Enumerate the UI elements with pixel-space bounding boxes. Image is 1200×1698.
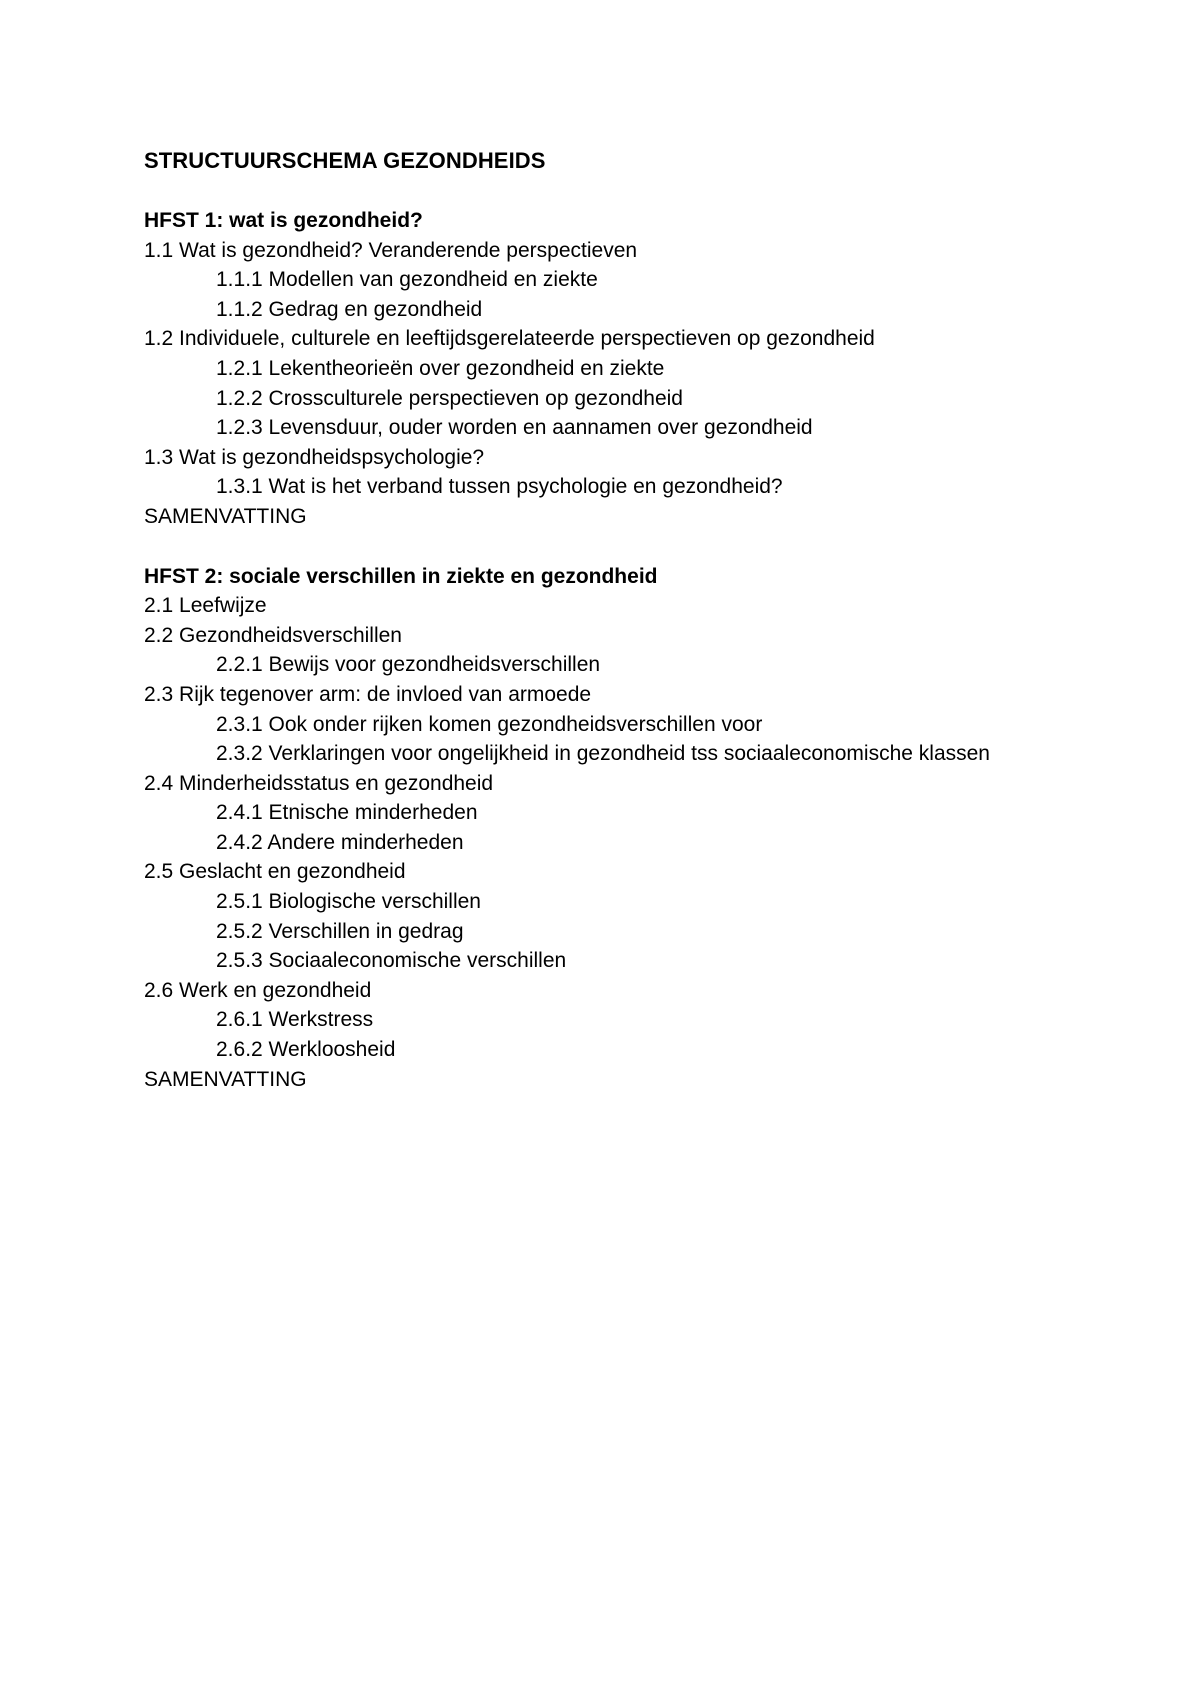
section-item: 2.6 Werk en gezondheid xyxy=(144,978,372,1002)
subsection-item: 1.3.1 Wat is het verband tussen psychologie en gezondheid? xyxy=(216,475,783,499)
section-item: 1.3 Wat is gezondheidspsychologie? xyxy=(144,445,485,469)
document-body xyxy=(144,146,1144,1124)
section-item: 2.3 Rijk tegenover arm: de invloed van armoede xyxy=(144,682,592,706)
section-item: 2.5 Geslacht en gezondheid xyxy=(144,860,406,884)
chapter-section xyxy=(144,206,1144,532)
chapters-container xyxy=(144,206,1144,1094)
subsection-item: 1.2.1 Lekentheorieën over gezondheid en ziekte xyxy=(216,356,665,380)
section-item: SAMENVATTING xyxy=(144,1067,307,1091)
chapter-section xyxy=(144,562,1144,1095)
subsection-item: 2.3.2 Verklaringen voor ongelijkheid in gezondheid tss sociaaleconomische klassen xyxy=(216,742,990,766)
section-item: 2.2 Gezondheidsverschillen xyxy=(144,623,402,647)
subsection-item: 2.5.1 Biologische verschillen xyxy=(216,890,481,914)
subsection-item: 2.5.2 Verschillen in gedrag xyxy=(216,919,464,943)
subsection-item: 2.6.2 Werkloosheid xyxy=(216,1038,396,1062)
subsection-item: 1.2.3 Levensduur, ouder worden en aannamen over gezondheid xyxy=(216,416,813,440)
subsection-item: 2.5.3 Sociaaleconomische verschillen xyxy=(216,949,567,973)
subsection-item: 1.1.1 Modellen van gezondheid en ziekte xyxy=(216,268,598,292)
chapter-heading: HFST 1: wat is gezondheid? xyxy=(144,209,423,232)
subsection-item: 1.2.2 Crossculturele perspectieven op gezondheid xyxy=(216,386,683,410)
document-title: STRUCTUURSCHEMA GEZONDHEIDS xyxy=(144,148,546,173)
section-item: 1.2 Individuele, culturele en leeftijdsgerelateerde perspectieven op gezondheid xyxy=(144,327,875,351)
subsection-item: 1.1.2 Gedrag en gezondheid xyxy=(216,297,483,321)
section-item: 2.1 Leefwijze xyxy=(144,594,267,618)
chapter-heading: HFST 2: sociale verschillen in ziekte en gezondheid xyxy=(144,564,658,588)
subsection-item: 2.4.2 Andere minderheden xyxy=(216,830,464,854)
subsection-item: 2.3.1 Ook onder rijken komen gezondheidsverschillen voor xyxy=(216,712,763,736)
subsection-item: 2.2.1 Bewijs voor gezondheidsverschillen xyxy=(216,653,601,677)
subsection-item: 2.4.1 Etnische minderheden xyxy=(216,801,478,825)
section-item: SAMENVATTING xyxy=(144,504,307,528)
subsection-item: 2.6.1 Werkstress xyxy=(216,1008,374,1032)
section-item: 2.4 Minderheidsstatus en gezondheid xyxy=(144,771,494,795)
section-item: 1.1 Wat is gezondheid? Veranderende perspectieven xyxy=(144,238,638,262)
